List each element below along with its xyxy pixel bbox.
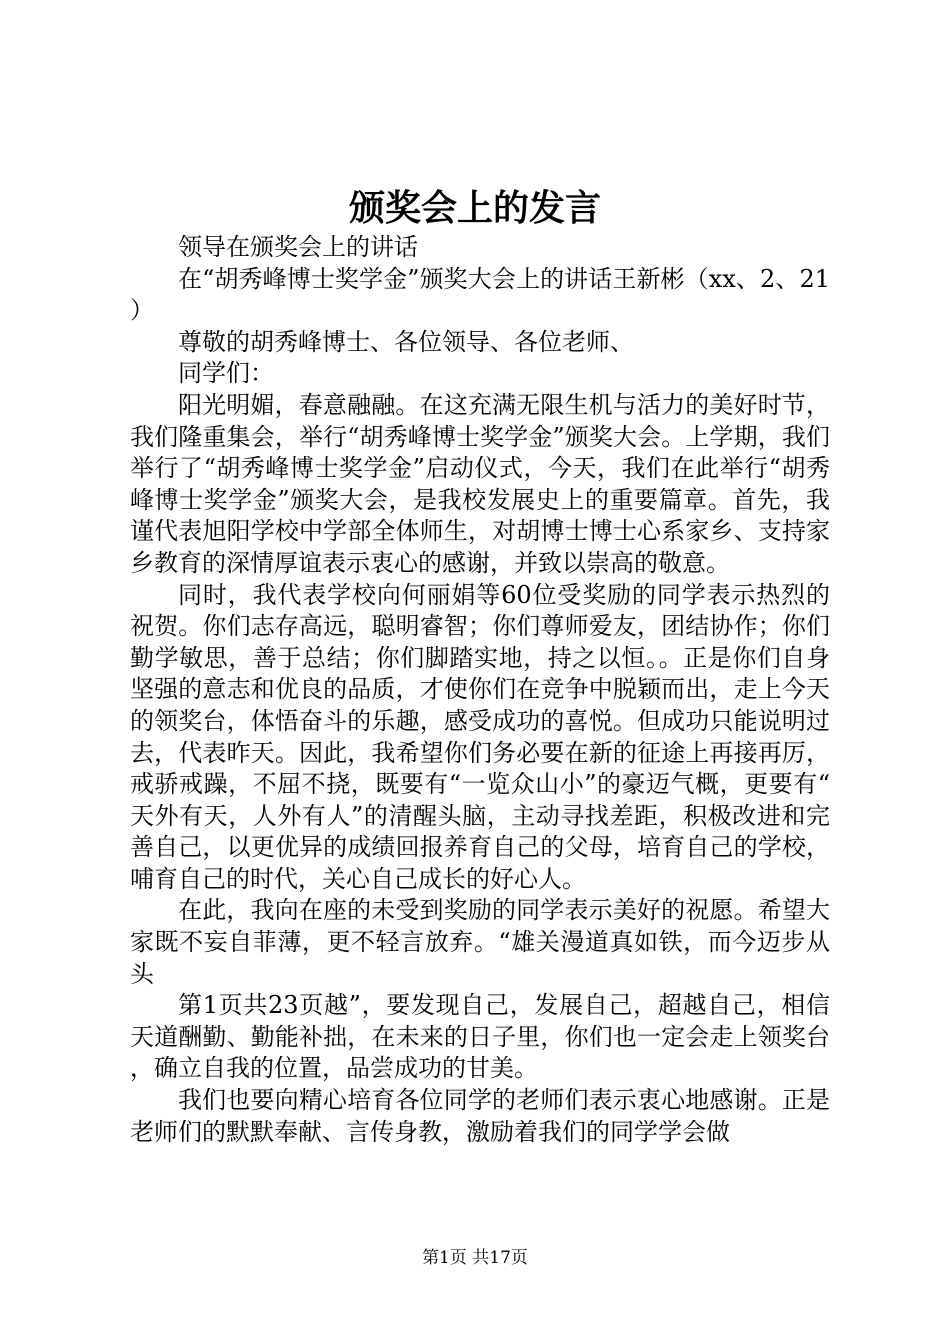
document-body (130, 232, 830, 1148)
paragraph-salutation: 尊敬的胡秀峰博士、各位领导、各位老师、 (178, 327, 634, 356)
paragraph-speech-title: 在“胡秀峰博士奖学金”颁奖大会上的讲话王新彬（xx、2、21） (130, 264, 830, 325)
paragraph-body: 阳光明媚，春意融融。在这充满无限生机与活力的美好时节，我们隆重集会，举行“胡秀峰博士奖学金”颁奖大会。上学期，我们举行了“胡秀峰博士奖学金”启动仪式，今天，我们在此举行“胡秀峰博士奖学金”颁奖大会，是我校发展史上的重要篇章。首先，我谨代表旭阳学校中学部全体师生，对胡博士博士心系家乡、支持家乡教育的深情厚谊表示衷心的感谢，并致以崇高的敬意。 (130, 390, 830, 577)
paragraph-salutation-students: 同学们： (178, 359, 274, 388)
paragraph-body: 在此，我向在座的未受到奖励的同学表示美好的祝愿。希望大家既不妄自菲薄，更不轻言放弃。“雄关漫道真如铁，而今迈步从头 (130, 896, 830, 988)
paragraph-heading: 领导在颁奖会上的讲话 (178, 233, 418, 261)
paragraph-body: 我们也要向精心培育各位同学的老师们表示衷心地感谢。正是老师们的默默奉献、言传身教，激励着我们的同学学会做 (130, 1086, 830, 1146)
page-footer: 第1页 共17页 (422, 1248, 528, 1268)
paragraph-body: 同时，我代表学校向何丽娟等60位受奖励的同学表示热烈的祝贺。你们志存高远，聪明睿智；你们尊师爱友，团结协作；你们勤学敏思，善于总结；你们脚踏实地，持之以恒。。正是你们自身坚强的意志和优良的品质，才使你们在竞争中脱颖而出，走上今天的领奖台，体悟奋斗的乐趣，感受成功的喜悦。但成功只能说明过去，代表昨天。因此，我希望你们务必要在新的征途上再接再厉，戒骄戒躁，不屈不挠，既要有“一览众山小”的豪迈气概，更要有“天外有天，人外有人”的清醒头脑，主动寻找差距，积极改进和完善自己，以更优异的成绩回报养育自己的父母，培育自己的学校，哺育自己的时代，关心自己成长的好心人。 (130, 580, 830, 893)
paragraph-body: 第1页共23页越”，要发现自己，发展自己，超越自己，相信天道酬勤、勤能补拙，在未来的日子里，你们也一定会走上领奖台，确立自我的位置，品尝成功的甘美。 (130, 991, 830, 1083)
document-title: 颁奖会上的发言 (348, 187, 601, 229)
